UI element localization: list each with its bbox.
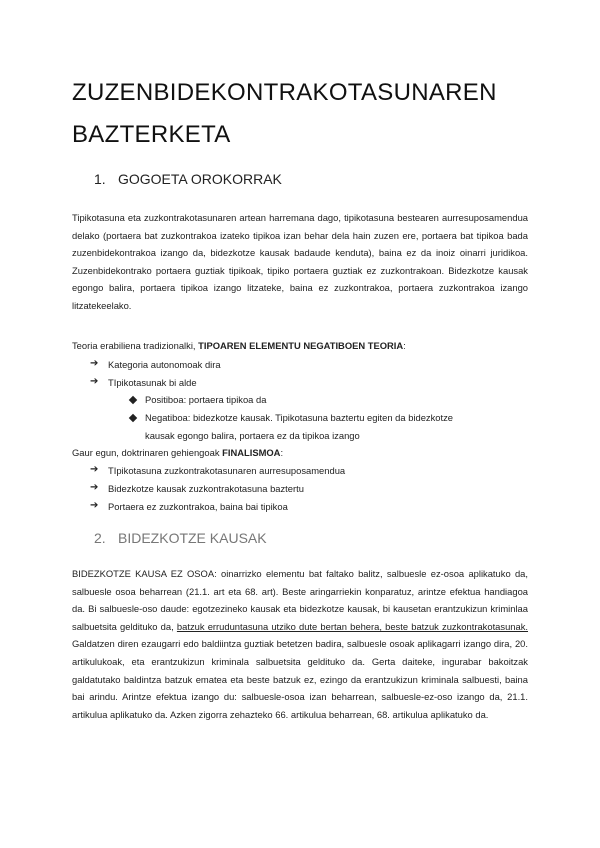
section-1-paragraph: Tipikotasuna eta zuzkontrakotasunaren artean harremana dago, tipikotasuna bestearen aurresuposamendua delako (portaera bat zuzkontrakoa izateko tipikoa izan behar dela hain zuzen ere, portaera bat tipikoa bada zuzenbidekontrakoa izango da, bidezkotze kausak badaude kenduta), baina ez da inoiz oinarri juridikoa. Zuzenbidekontrako portaera guztiak tipikoak, tipiko portaera guztiak ez zuzkontrakoan. Bidezkotze kausak egongo balira, portaera tipikoa izango litzateke, baina ez zuzkontrakoa, portaera zuzkontrakoa izango litzatekeelako. [72, 212, 528, 311]
theory-intro: Teoria erabiliena tradizionalki, [72, 340, 196, 351]
sub-item-1: Positiboa: portaera tipikoa da [145, 394, 267, 405]
sub-item-2-cont: kausak egongo balira, portaera ez da tipikoa izango [145, 430, 360, 441]
section-2-underlined: batzuk erruduntasuna utziko dute bertan behera, beste batzuk zuzkontrakotasunak. [176, 620, 529, 632]
theory-name: TIPOAREN ELEMENTU NEGATIBOEN TEORIA [198, 340, 404, 351]
section-2-heading [94, 530, 267, 546]
arrow-icon: ➔ [90, 482, 99, 493]
today-name: FINALISMOA [222, 447, 281, 458]
section-2-paragraph [72, 565, 528, 723]
section-1-title: GOGOETA OROKORRAK [118, 171, 282, 187]
theory-colon: : [403, 340, 406, 351]
section-1-heading [94, 171, 282, 187]
arrow-icon: ➔ [90, 376, 99, 387]
theory-line [72, 339, 406, 353]
theory-item-1: Kategoria autonomoak dira [108, 359, 221, 370]
section-2-title: BIDEZKOTZE KAUSAK [118, 530, 267, 546]
today-intro: Gaur egun, doktrinaren gehiengoak [72, 447, 220, 458]
arrow-icon: ➔ [90, 358, 99, 369]
section-2-number: 2. [94, 530, 106, 546]
diamond-bullet-icon [129, 396, 137, 404]
section-2-text-b: Galdatzen diren ezaugarri edo baldiintza guztiak betetzen badira, salbuesle osoak aplikagarri izango dira, 20. artikulukoak, eta erantzukizun kriminala salbuetsita geldituko da. Gerta daiteke, ingurabar bakoitzak galdatutako baldintza batzuk ematea eta beste batzuk ez, ezingo da erantzukizun kriminala salbuesti, baina bai arindu. Arintze efektua izango du: salbuesle-osoa izan beharrean, salbuesle-ez-oso izango da, 21.1. artikulua aplikatuko da. Azken zigorra zehazteko 66. artikulua beharrean, 68. artikulua aplikatuko da. [72, 638, 528, 720]
arrow-icon: ➔ [90, 464, 99, 475]
section-2-text-a: BIDEZKOTZE KAUSA EZ OSOA: oinarrizko elementu bat faltako balitz, salbuesle ez-osoa aplikatuko da, salbuesle osoa beharrean (21.1. art eta 68. art). Beste aringarriekin konparatuz, arintze efektua handiagoa da. Bi salbuesle-oso daude: egotzezineko kausak eta bidezkotze kausak, bi kausetan erantzukizun kriminlaa salbuetsita geldituko da, [72, 568, 528, 632]
today-item-3: Portaera ez zuzkontrakoa, baina bai tipikoa [108, 501, 288, 512]
today-item-2: Bidezkotze kausak zuzkontrakotasuna baztertu [108, 483, 304, 494]
today-item-1: TIpikotasuna zuzkontrakotasunaren aurresuposamendua [108, 465, 346, 476]
today-colon: : [280, 447, 284, 458]
today-line [72, 446, 283, 460]
diamond-bullet-icon [129, 414, 137, 422]
section-1-number: 1. [94, 171, 106, 187]
theory-item-2: TIpikotasunak bi alde [108, 377, 197, 388]
arrow-icon: ➔ [90, 500, 99, 511]
page-title: ZUZENBIDEKONTRAKOTASUNAREN BAZTERKETA [72, 79, 497, 148]
sub-item-2: Negatiboa: bidezkotze kausak. Tipikotasuna baztertu egiten da bidezkotze [145, 412, 454, 423]
